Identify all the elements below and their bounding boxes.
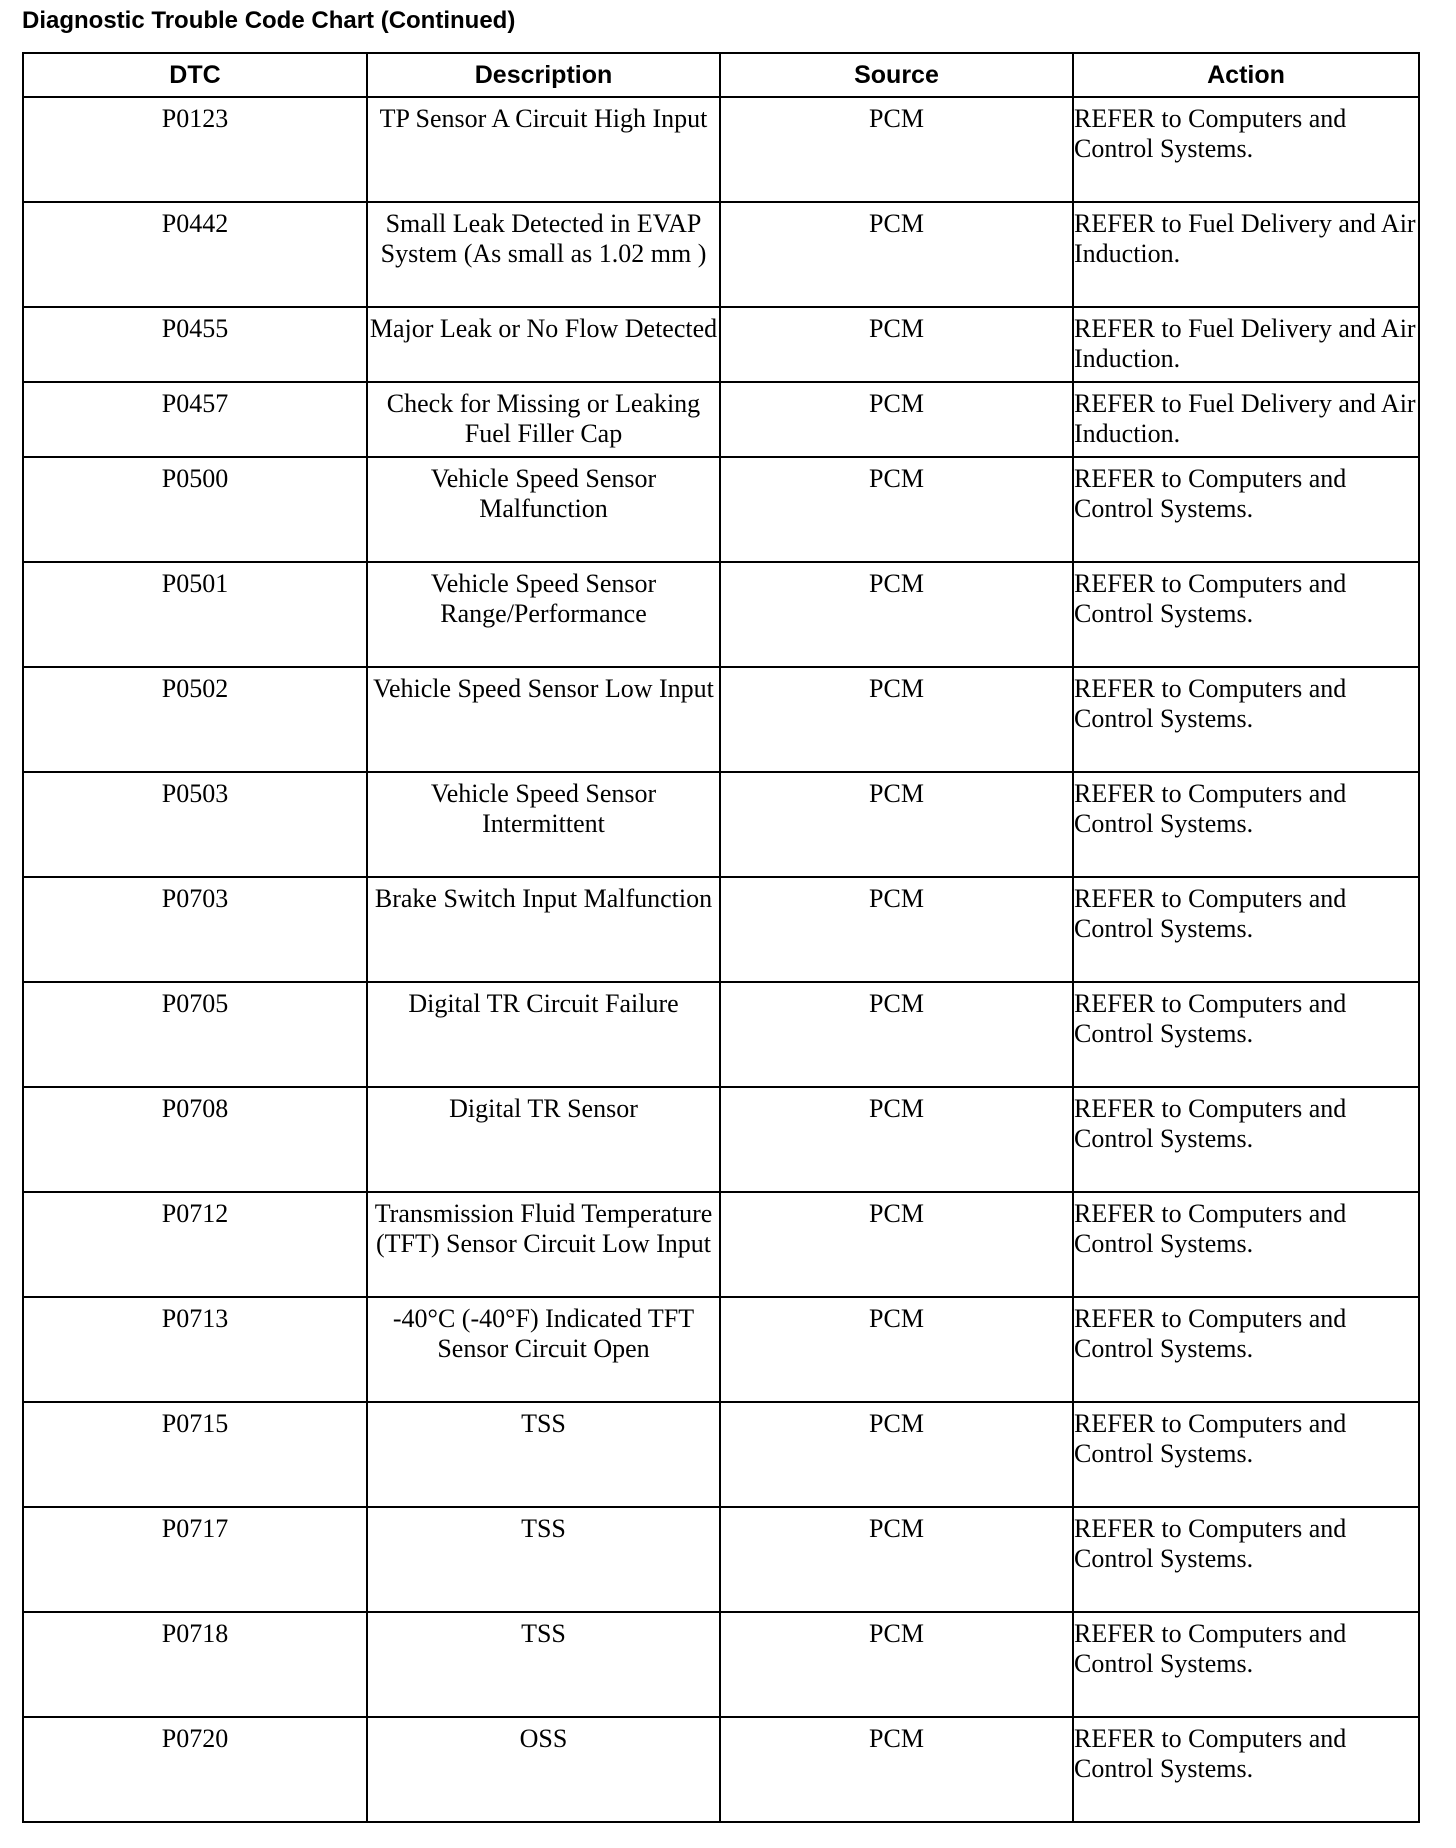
dtc-action: REFER to Computers and Control Systems.: [1073, 1717, 1419, 1822]
table-row: [23, 202, 1419, 307]
dtc-code: P0455: [23, 307, 367, 382]
dtc-source: PCM: [720, 982, 1073, 1087]
table-row: [23, 1297, 1419, 1402]
dtc-description: TSS: [367, 1612, 720, 1717]
table-row: [23, 1717, 1419, 1822]
dtc-source: PCM: [720, 382, 1073, 457]
dtc-code: P0500: [23, 457, 367, 562]
dtc-description: Brake Switch Input Malfunction: [367, 877, 720, 982]
dtc-source: PCM: [720, 1717, 1073, 1822]
table-row: [23, 1612, 1419, 1717]
column-header-action: Action: [1073, 53, 1419, 97]
table-row: [23, 877, 1419, 982]
dtc-source: PCM: [720, 202, 1073, 307]
dtc-source: PCM: [720, 667, 1073, 772]
dtc-action: REFER to Computers and Control Systems.: [1073, 1402, 1419, 1507]
table-row: [23, 667, 1419, 772]
dtc-action: REFER to Computers and Control Systems.: [1073, 982, 1419, 1087]
dtc-code: P0708: [23, 1087, 367, 1192]
dtc-action: REFER to Computers and Control Systems.: [1073, 1087, 1419, 1192]
dtc-code: P0503: [23, 772, 367, 877]
dtc-table: [22, 52, 1420, 1823]
table-header: [23, 53, 1419, 97]
dtc-description: Digital TR Circuit Failure: [367, 982, 720, 1087]
table-row: [23, 982, 1419, 1087]
table-row: [23, 382, 1419, 457]
dtc-description: OSS: [367, 1717, 720, 1822]
dtc-code: P0712: [23, 1192, 367, 1297]
dtc-code: P0502: [23, 667, 367, 772]
table-row: [23, 457, 1419, 562]
dtc-action: REFER to Computers and Control Systems.: [1073, 1612, 1419, 1717]
dtc-source: PCM: [720, 307, 1073, 382]
dtc-description: Vehicle Speed Sensor Intermittent: [367, 772, 720, 877]
dtc-description: Transmission Fluid Temperature (TFT) Sensor Circuit Low Input: [367, 1192, 720, 1297]
dtc-source: PCM: [720, 877, 1073, 982]
table-row: [23, 772, 1419, 877]
dtc-description: Digital TR Sensor: [367, 1087, 720, 1192]
dtc-code: P0501: [23, 562, 367, 667]
dtc-action: REFER to Computers and Control Systems.: [1073, 772, 1419, 877]
dtc-source: PCM: [720, 97, 1073, 202]
table-row: [23, 1192, 1419, 1297]
dtc-description: -40°C (-40°F) Indicated TFT Sensor Circuit Open: [367, 1297, 720, 1402]
dtc-source: PCM: [720, 1507, 1073, 1612]
table-row: [23, 1087, 1419, 1192]
dtc-action: REFER to Computers and Control Systems.: [1073, 562, 1419, 667]
table-body: [23, 97, 1419, 1822]
dtc-code: P0715: [23, 1402, 367, 1507]
dtc-action: REFER to Computers and Control Systems.: [1073, 457, 1419, 562]
dtc-description: Check for Missing or Leaking Fuel Filler Cap: [367, 382, 720, 457]
dtc-source: PCM: [720, 562, 1073, 667]
dtc-description: Vehicle Speed Sensor Range/Performance: [367, 562, 720, 667]
dtc-action: REFER to Computers and Control Systems.: [1073, 1192, 1419, 1297]
dtc-source: PCM: [720, 772, 1073, 877]
dtc-code: P0705: [23, 982, 367, 1087]
dtc-code: P0717: [23, 1507, 367, 1612]
dtc-code: P0442: [23, 202, 367, 307]
dtc-description: Major Leak or No Flow Detected: [367, 307, 720, 382]
dtc-description: TP Sensor A Circuit High Input: [367, 97, 720, 202]
dtc-action: REFER to Computers and Control Systems.: [1073, 1507, 1419, 1612]
dtc-action: REFER to Fuel Delivery and Air Induction.: [1073, 202, 1419, 307]
dtc-description: TSS: [367, 1402, 720, 1507]
dtc-code: P0703: [23, 877, 367, 982]
header-row: [23, 53, 1419, 97]
column-header-source: Source: [720, 53, 1073, 97]
dtc-source: PCM: [720, 457, 1073, 562]
dtc-description: Small Leak Detected in EVAP System (As small as 1.02 mm ): [367, 202, 720, 307]
table-row: [23, 1507, 1419, 1612]
dtc-action: REFER to Computers and Control Systems.: [1073, 667, 1419, 772]
dtc-description: Vehicle Speed Sensor Malfunction: [367, 457, 720, 562]
dtc-source: PCM: [720, 1087, 1073, 1192]
dtc-code: P0720: [23, 1717, 367, 1822]
dtc-action: REFER to Fuel Delivery and Air Induction.: [1073, 382, 1419, 457]
dtc-source: PCM: [720, 1192, 1073, 1297]
dtc-action: REFER to Computers and Control Systems.: [1073, 1297, 1419, 1402]
column-header-description: Description: [367, 53, 720, 97]
dtc-action: REFER to Computers and Control Systems.: [1073, 877, 1419, 982]
page-title: Diagnostic Trouble Code Chart (Continued): [22, 7, 516, 34]
dtc-source: PCM: [720, 1612, 1073, 1717]
table-row: [23, 307, 1419, 382]
table-row: [23, 562, 1419, 667]
dtc-code: P0713: [23, 1297, 367, 1402]
table-row: [23, 97, 1419, 202]
column-header-dtc: DTC: [23, 53, 367, 97]
dtc-code: P0123: [23, 97, 367, 202]
table-row: [23, 1402, 1419, 1507]
dtc-source: PCM: [720, 1402, 1073, 1507]
dtc-action: REFER to Computers and Control Systems.: [1073, 97, 1419, 202]
dtc-description: TSS: [367, 1507, 720, 1612]
dtc-code: P0718: [23, 1612, 367, 1717]
dtc-action: REFER to Fuel Delivery and Air Induction.: [1073, 307, 1419, 382]
dtc-code: P0457: [23, 382, 367, 457]
dtc-description: Vehicle Speed Sensor Low Input: [367, 667, 720, 772]
dtc-source: PCM: [720, 1297, 1073, 1402]
